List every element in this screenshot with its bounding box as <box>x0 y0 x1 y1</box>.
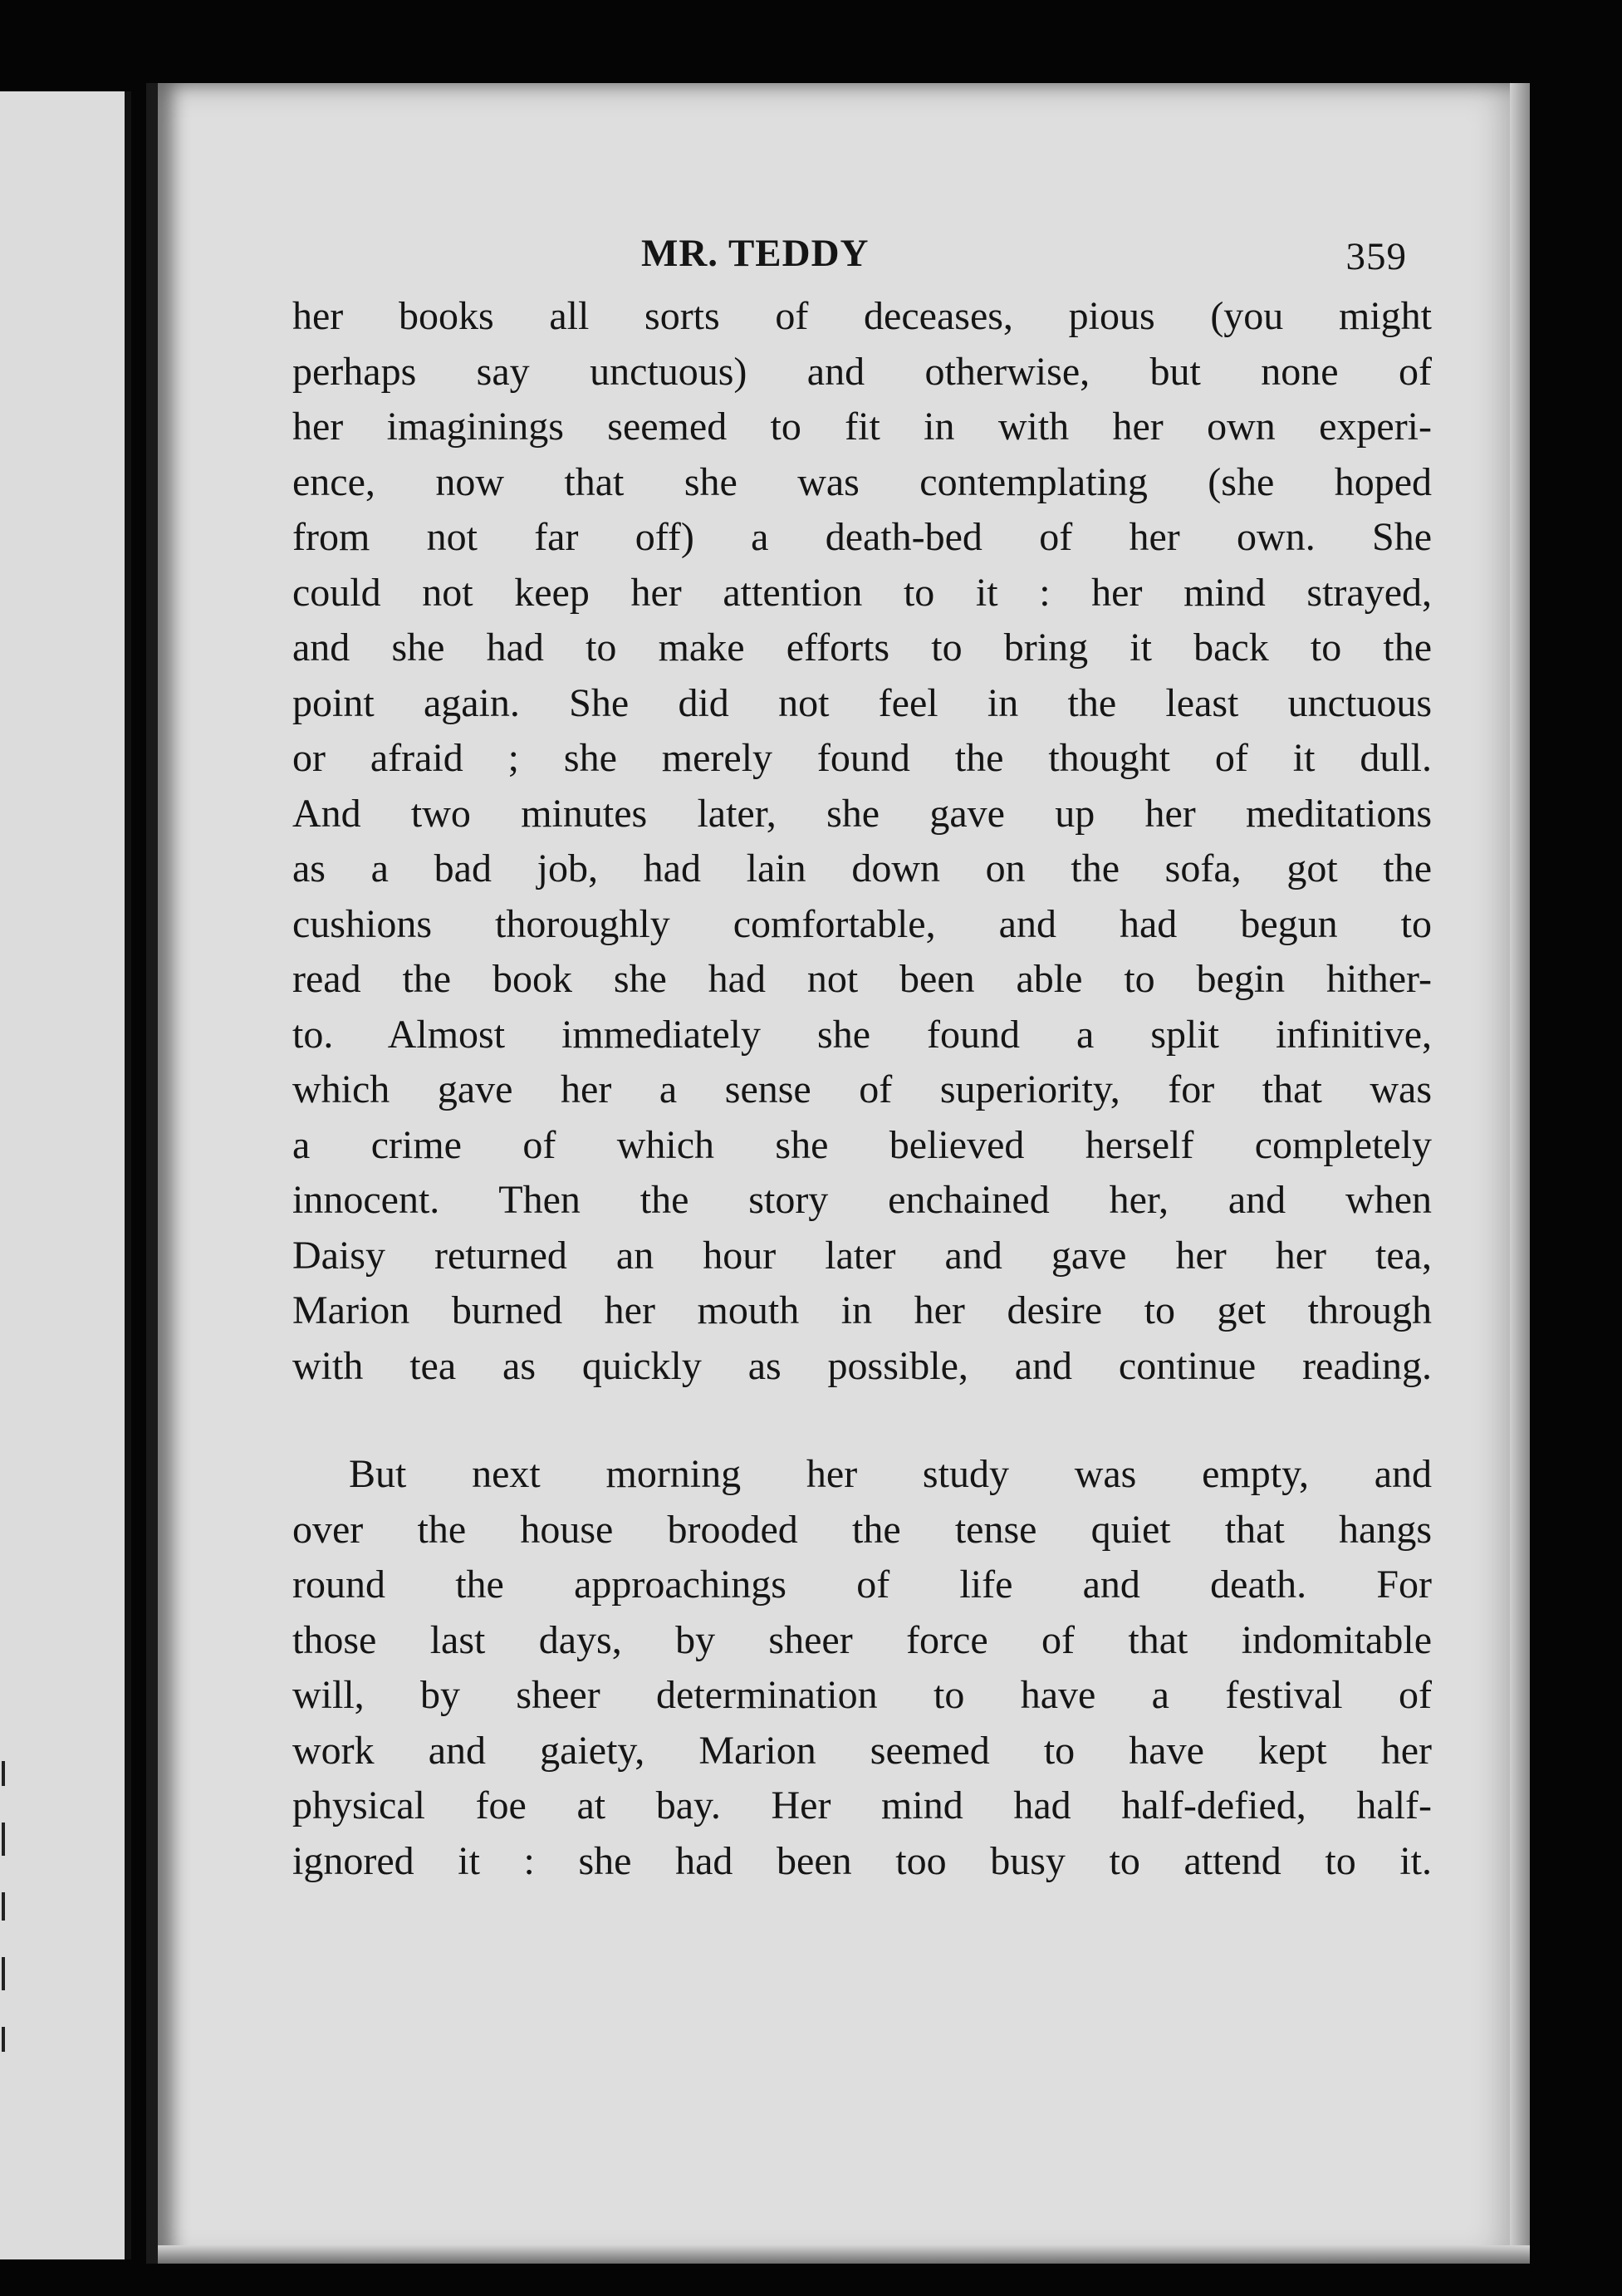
text-line: from not far off) a death-bed of her own. She <box>292 515 1432 559</box>
running-title: MR. TEDDY <box>641 232 870 275</box>
text-line: as a bad job, had lain down on the sofa, got the <box>292 846 1432 890</box>
text-line: could not keep her attention to it : her mind strayed, <box>292 570 1432 615</box>
text-line: her imaginings seemed to fit in with her own experi- <box>292 405 1432 449</box>
paragraph-2 <box>292 1447 1432 1889</box>
text-line: ignored it : she had been too busy to attend to it. <box>292 1838 1432 1883</box>
text-line: perhaps say unctuous) and otherwise, but none of <box>292 349 1432 394</box>
paragraph-1 <box>292 289 1432 1394</box>
text-line: round the approachings of life and death. For <box>292 1563 1432 1607</box>
text-line: physical foe at bay. Her mind had half-defied, half- <box>292 1783 1432 1827</box>
page-edge-shadow <box>1510 83 1530 2264</box>
text-line: or afraid ; she merely found the thought of it dull. <box>292 736 1432 780</box>
text-line: read the book she had not been able to begin hither- <box>292 957 1432 1001</box>
text-line: and she had to make efforts to bring it back to the <box>292 626 1432 670</box>
text-line: Daisy returned an hour later and gave her her tea, <box>292 1233 1432 1278</box>
text-line: innocent. Then the story enchained her, and when <box>292 1178 1432 1222</box>
text-line: a crime of which she believed herself completely <box>292 1122 1432 1167</box>
text-line: work and gaiety, Marion seemed to have kept her <box>292 1728 1432 1773</box>
facing-page-ink-marks <box>0 1761 8 2043</box>
text-line: over the house brooded the tense quiet that hangs <box>292 1507 1432 1552</box>
facing-page-edge <box>0 91 131 2259</box>
text-line: her books all sorts of deceases, pious (you might <box>292 294 1432 338</box>
text-block <box>292 231 1432 1889</box>
book-page <box>146 83 1530 2264</box>
text-line: to. Almost immediately she found a split infinitive, <box>292 1012 1432 1057</box>
page-number: 359 <box>1345 235 1407 278</box>
text-line: which gave her a sense of superiority, for that was <box>292 1067 1432 1111</box>
text-line: And two minutes later, she gave up her meditations <box>292 791 1432 836</box>
text-line: Marion burned her mouth in her desire to get through <box>292 1288 1432 1332</box>
page-bottom-shadow <box>158 2245 1530 2264</box>
text-line: with tea as quickly as possible, and continue reading. <box>292 1343 1432 1388</box>
text-line: But next morning her study was empty, and <box>349 1452 1432 1496</box>
text-line: cushions thoroughly comfortable, and had begun to <box>292 901 1432 946</box>
text-line: will, by sheer determination to have a festival of <box>292 1673 1432 1717</box>
paragraph-break <box>292 1394 1432 1447</box>
running-head <box>292 231 1432 289</box>
text-line: point again. She did not feel in the least unctuous <box>292 680 1432 725</box>
text-line: ence, now that she was contemplating (she hoped <box>292 459 1432 504</box>
text-line: those last days, by sheer force of that indomitable <box>292 1617 1432 1662</box>
